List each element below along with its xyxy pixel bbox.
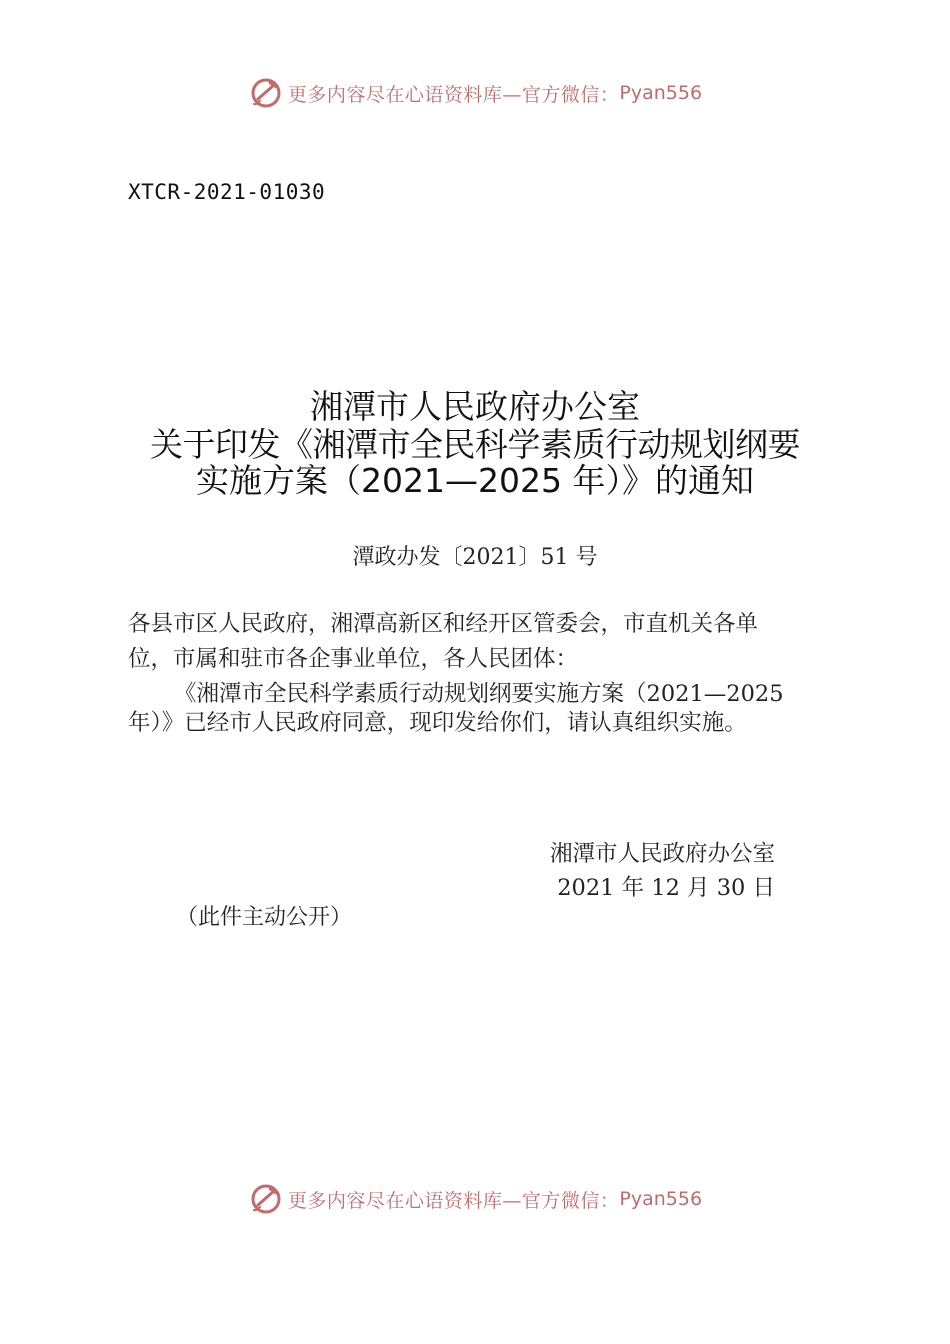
notice-line-2: 年）》已经市人民政府同意，现印发给你们，请认真组织实施。 — [128, 710, 747, 736]
watermark-banner-top — [0, 73, 950, 113]
watermark-text: 更多内容尽在心语资料库—官方微信： — [287, 1189, 620, 1212]
document-code: XTCR-2021-01030 — [128, 180, 326, 204]
title-line-issuer: 湘潭市人民政府办公室 — [310, 387, 640, 426]
disclosure-note: （此件主动公开） — [176, 905, 353, 930]
watermark-text: 更多内容尽在心语资料库—官方微信： — [287, 83, 620, 106]
title-line-subject: 关于印发《湘潭市全民科学素质行动规划纲要 — [150, 425, 800, 464]
brush-logo-icon — [248, 1181, 284, 1217]
watermark-wechat-id: Pyan556 — [619, 82, 703, 104]
title-line-plan: 实施方案（2021—2025 年）》的通知 — [196, 461, 754, 500]
signature-issuer: 湘潭市人民政府办公室 — [549, 841, 775, 867]
signature-date: 2021 年 12 月 30 日 — [557, 875, 775, 901]
brush-logo-icon — [248, 75, 284, 111]
watermark-banner-bottom — [0, 1179, 950, 1219]
recipients-line-2: 位，市属和驻市各企事业单位，各人民团体： — [128, 646, 579, 672]
watermark-wechat-id: Pyan556 — [619, 1188, 703, 1210]
document-number: 潭政办发〔2021〕51 号 — [352, 545, 598, 570]
notice-line-1: 《湘潭市全民科学素质行动规划纲要实施方案（2021—2025 — [174, 681, 784, 707]
recipients-line-1: 各县市区人民政府，湘潭高新区和经开区管委会，市直机关各单 — [128, 611, 759, 637]
